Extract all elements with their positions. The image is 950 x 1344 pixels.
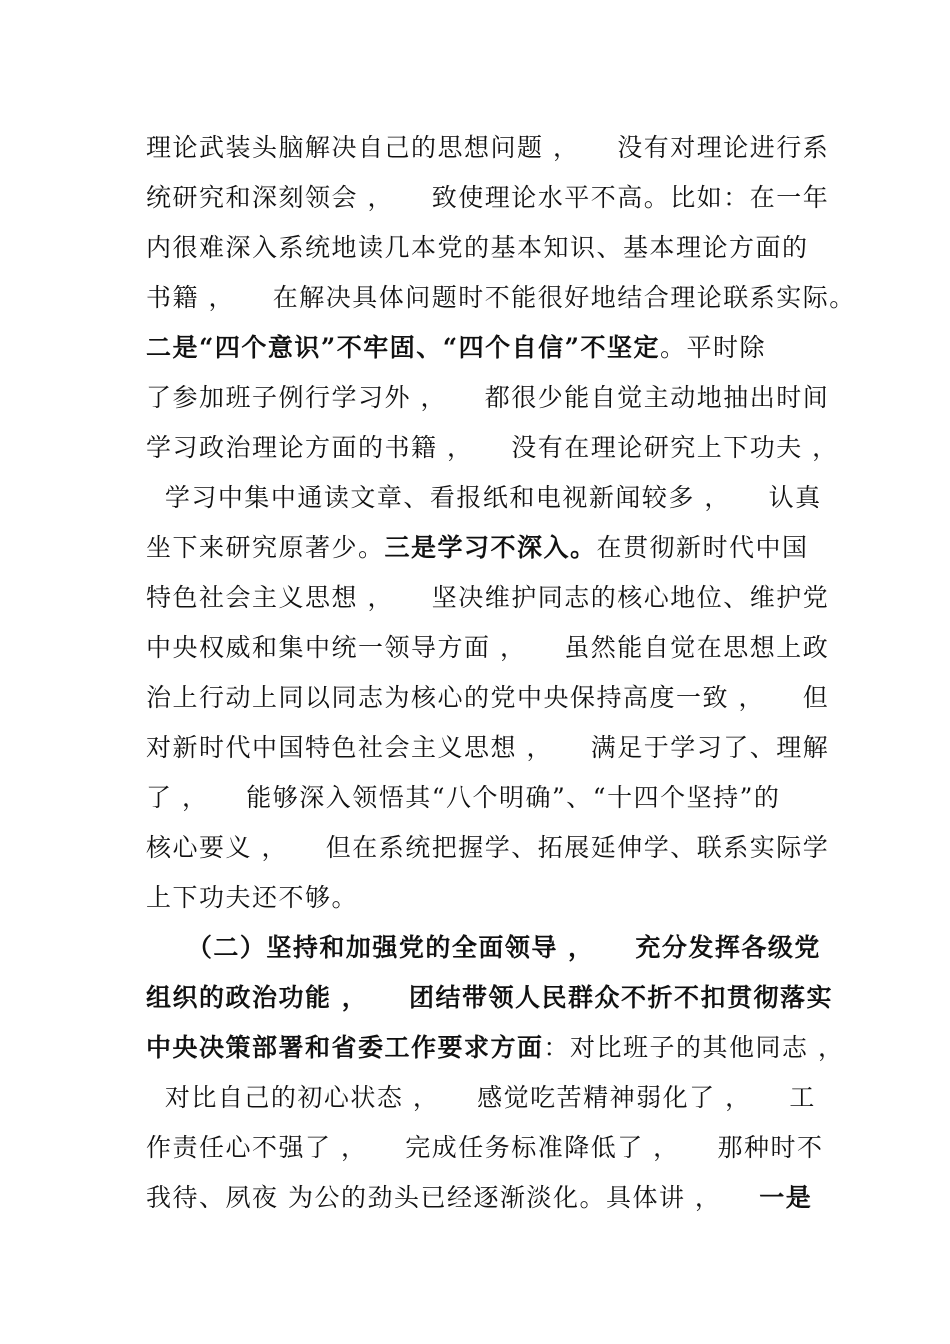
text-line xyxy=(146,632,829,664)
text-line xyxy=(146,832,829,864)
text-line xyxy=(146,232,809,264)
text: 上下功夫还不够。 xyxy=(146,883,359,912)
text: 特色社会主义思想 ， 坚决维护同志的核心地位、维护党 xyxy=(146,583,830,612)
text: 书籍 ， 在解决具体问题时不能很好地结合理论联系实际。 xyxy=(146,283,856,312)
text: 了参加班子例行学习外 ， 都很少能自觉主动地抽出时间 xyxy=(146,383,830,412)
text: 对新时代中国特色社会主义思想 ， 满足于学习了、理解 xyxy=(146,733,830,762)
text-line xyxy=(146,332,766,364)
text-line xyxy=(146,132,829,164)
text: 内很难深入系统地读几本党的基本知识、基本理论方面的 xyxy=(146,233,809,262)
text-line xyxy=(146,582,829,614)
text: 学习政治理论方面的书籍 ， 没有在理论研究上下功夫 ， xyxy=(146,433,839,462)
text: 我待、夙夜 为公的劲头已经逐渐淡化。具体讲 ， xyxy=(146,1183,760,1212)
text-line xyxy=(146,1182,812,1214)
text: 中央权威和集中统一领导方面 ， 虽然能自觉在思想上政 xyxy=(146,633,830,662)
text-line xyxy=(146,782,780,814)
text: ：对比班子的其他同志 ， xyxy=(543,1033,845,1062)
text-line xyxy=(146,532,809,564)
bold-text: 三是学习不深入。 xyxy=(384,533,597,562)
text: 核心要义 ， 但在系统把握学、拓展延伸学、联系实际学 xyxy=(146,833,830,862)
bold-text: 中央决策部署和省委工作要求方面 xyxy=(146,1033,544,1062)
text: 坐下来研究原著少。 xyxy=(146,533,385,562)
text-line xyxy=(146,982,833,1014)
bold-text: （二）坚持和加强党的全面领导 ， 充分发挥各级党 xyxy=(146,933,821,962)
text-line xyxy=(146,1132,823,1164)
text-line xyxy=(146,1082,816,1114)
text: 作责任心不强了 ， 完成任务标准降低了 ， 那种时不 xyxy=(146,1133,824,1162)
text: 统研究和深刻领会 ， 致使理论水平不高。比如：在一年 xyxy=(146,183,830,212)
text-line xyxy=(146,282,856,314)
text: 理论武装头脑解决自己的思想问题 ， 没有对理论进行系 xyxy=(146,133,830,162)
text-line xyxy=(146,1032,844,1064)
bold-text: 一是 xyxy=(759,1183,813,1212)
text-line xyxy=(146,882,358,914)
text: 治上行动上同以同志为核心的党中央保持高度一致 ， 但 xyxy=(146,683,830,712)
text-line xyxy=(146,382,829,414)
text-line xyxy=(146,432,839,464)
text: 。平时除 xyxy=(660,333,767,362)
bold-text: 组织的政治功能 ， 团结带领人民群众不折不扣贯彻落实 xyxy=(146,983,834,1012)
text-line xyxy=(146,682,829,714)
text-line xyxy=(146,732,829,764)
text: 学习中集中通读文章、看报纸和电视新闻较多 ， 认真 xyxy=(146,483,822,512)
text: 了 ， 能够深入领悟其“八个明确”、“十四个坚持”的 xyxy=(146,783,781,812)
text-line xyxy=(146,482,822,514)
text: 在贯彻新时代中国 xyxy=(596,533,809,562)
bold-text: 二是“四个意识”不牢固、“四个自信”不坚定 xyxy=(146,333,661,362)
text-line xyxy=(146,182,829,214)
text-line xyxy=(146,932,821,964)
text: 对比自己的初心状态 ， 感觉吃苦精神弱化了 ， 工 xyxy=(146,1083,816,1112)
